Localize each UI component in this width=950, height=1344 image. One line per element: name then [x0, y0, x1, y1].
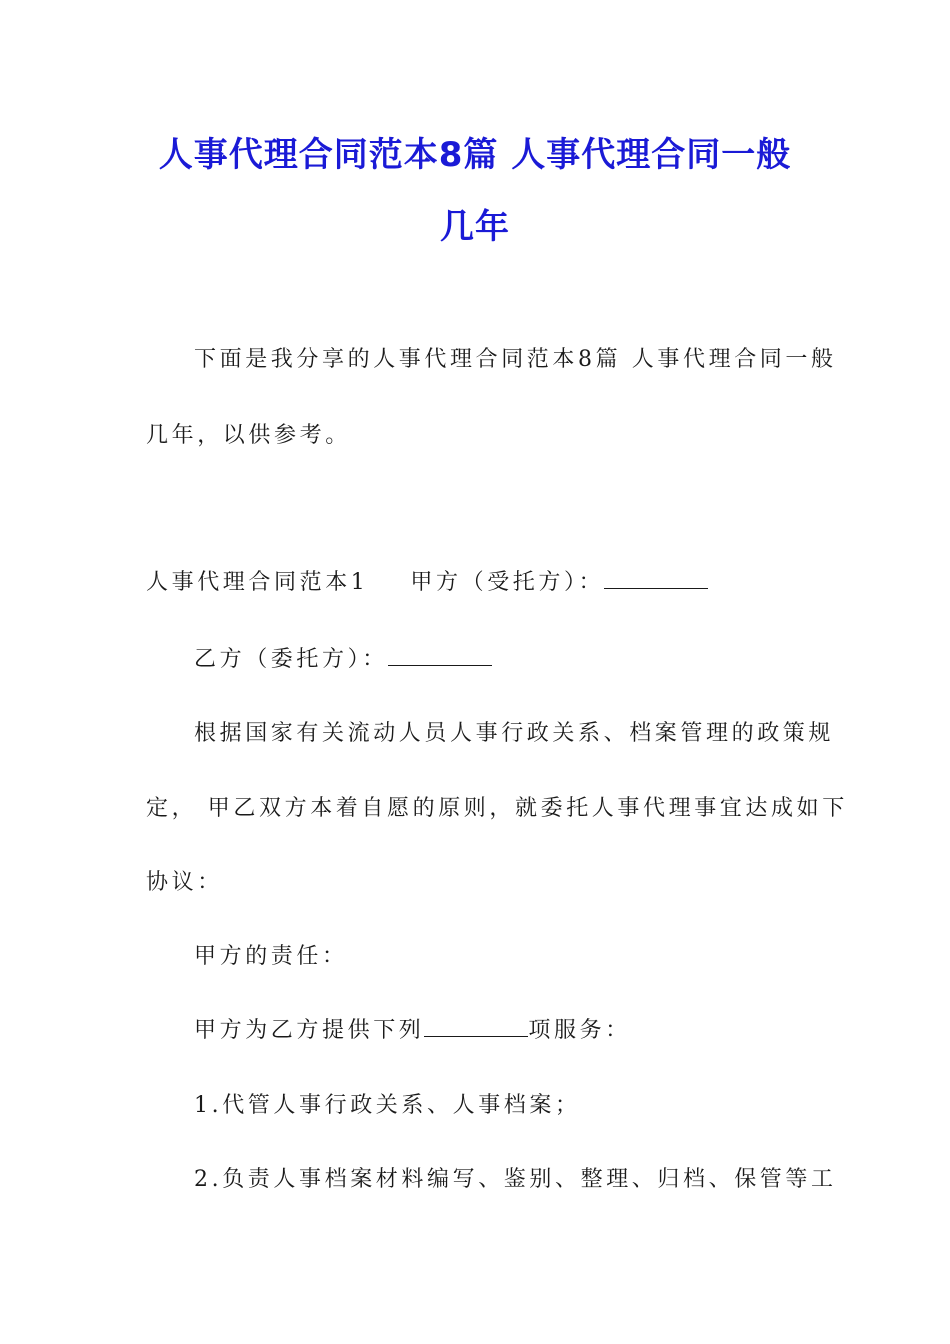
section1-heading: 人事代理合同范本1: [146, 570, 369, 595]
para1-line-2: 定， 甲乙双方本着自愿的原则，就委托人事代理事宜达成如下: [146, 796, 848, 821]
section1-row: [146, 568, 708, 598]
para1-line-1: 根据国家有关流动人员人事行政关系、档案管理的政策规: [194, 721, 835, 746]
document-title-line-1: 人事代理合同范本8篇 人事代理合同一般: [158, 135, 792, 175]
services-count-blank[interactable]: [424, 1016, 528, 1037]
services-suffix: 项服务：: [528, 1018, 631, 1043]
party-a-duty-heading: 甲方的责任：: [194, 944, 348, 969]
intro-line-1: 下面是我分享的人事代理合同范本8篇 人事代理合同一般: [194, 347, 837, 372]
party-a-blank[interactable]: [604, 568, 708, 589]
party-b-row: [194, 645, 492, 675]
party-b-blank[interactable]: [388, 645, 492, 666]
party-a-label: 甲方（受托方）：: [410, 570, 605, 595]
document-title-line-2: 几年: [440, 207, 510, 247]
party-b-label: 乙方（委托方）：: [194, 647, 388, 672]
para1-line-3: 协议：: [146, 870, 223, 895]
services-prefix: 甲方为乙方提供下列: [194, 1018, 425, 1043]
services-row: [194, 1016, 631, 1046]
list-item-1: 1.代管人事行政关系、人事档案；: [194, 1093, 581, 1118]
intro-line-2: 几年，以供参考。: [146, 423, 351, 448]
list-item-2: 2.负责人事档案材料编写、鉴别、整理、归档、保管等工: [194, 1167, 837, 1192]
